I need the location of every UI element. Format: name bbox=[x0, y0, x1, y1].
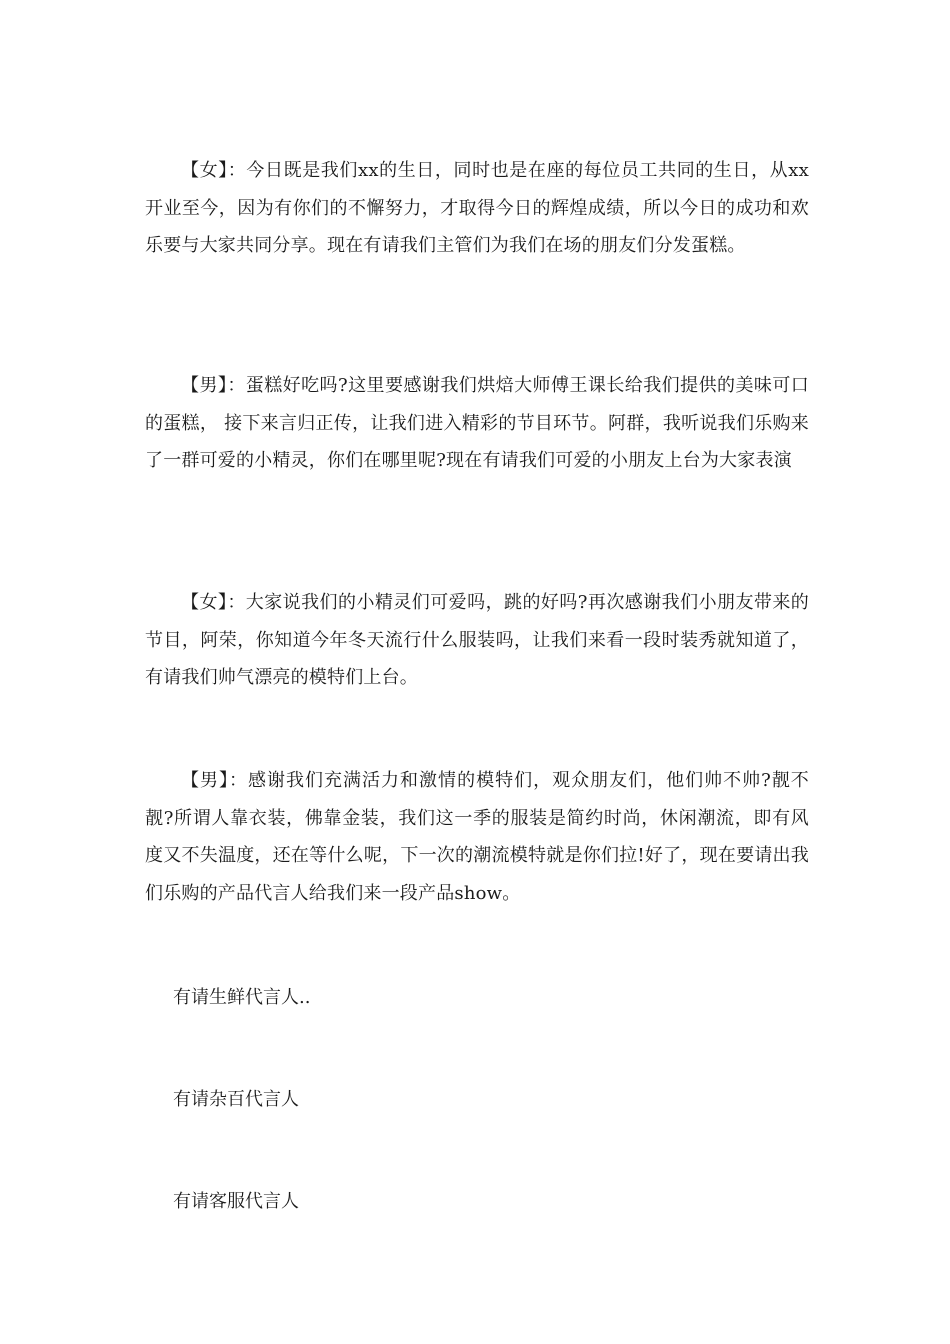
invite-line-general-goods: 有请杂百代言人 bbox=[173, 1089, 299, 1110]
paragraph-female-host-2: 【女】：大家说我们的小精灵们可爱吗，跳的好吗?再次感谢我们小朋友带来的节目，阿荣，你知道今年冬天流行什么服装吗，让我们来看一段时装秀就知道了，有请我们帅气漂亮的模特们上台。 bbox=[145, 592, 809, 688]
paragraph-male-host-2: 【男】：感谢我们充满活力和激情的模特们，观众朋友们，他们帅不帅?靓不靓?所谓人靠衣装，佛靠金装，我们这一季的服装是简约时尚，休闲潮流，即有风度又不失温度，还在等什么呢，下一次的潮流模特就是你们拉!好了，现在要请出我们乐购的产品代言人给我们来一段产品show。 bbox=[145, 770, 809, 904]
invite-line-fresh-food: 有请生鲜代言人.. bbox=[173, 987, 311, 1008]
paragraph-female-host-1: 【女】：今日既是我们xx的生日，同时也是在座的每位员工共同的生日，从xx开业至今，因为有你们的不懈努力，才取得今日的辉煌成绩，所以今日的成功和欢乐要与大家共同分享。现在有请我们主管们为我们在场的朋友们分发蛋糕。 bbox=[145, 160, 809, 256]
paragraph-male-host-1: 【男】：蛋糕好吃吗?这里要感谢我们烘焙大师傅王课长给我们提供的美味可口的蛋糕， 接下来言归正传，让我们进入精彩的节目环节。阿群，我听说我们乐购来了一群可爱的小精灵，你们在哪里呢?现在有请我们可爱的小朋友上台为大家表演 bbox=[145, 375, 809, 471]
invite-line-customer-service: 有请客服代言人 bbox=[173, 1191, 299, 1212]
